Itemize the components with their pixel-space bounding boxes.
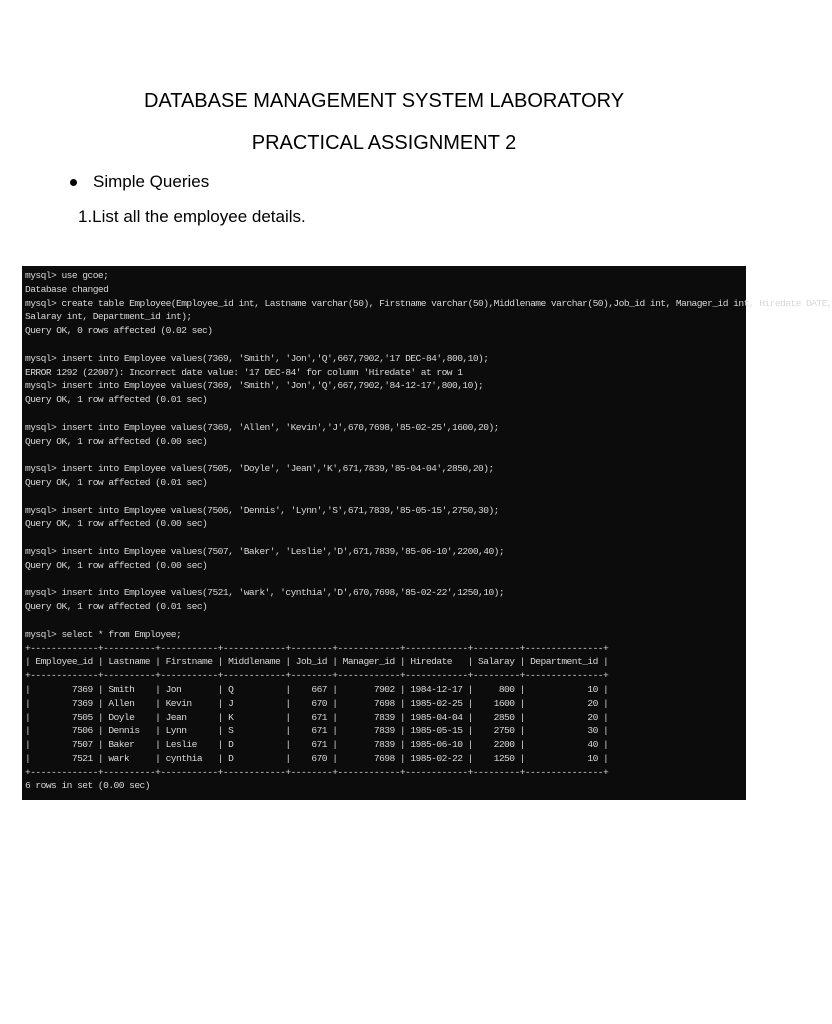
- terminal-line: mysql> insert into Employee values(7505, 'Doyle', 'Jean','K',671,7839,'85-04-04',2850,20);: [25, 463, 494, 475]
- terminal-line: Salaray int, Department_id int);: [25, 311, 192, 323]
- bullet-item: [70, 172, 209, 192]
- terminal-line: mysql> create table Employee(Employee_id int, Lastname varchar(50), Firstname varchar(50),Middlename varchar(50),Job_id int, Manager_id int, Hiredate DATE,: [25, 297, 832, 309]
- terminal-line: | 7369 | Smith | Jon | Q | 667 | 7902 | 1984-12-17 | 800 | 10 |: [25, 683, 609, 695]
- terminal-line: mysql> insert into Employee values(7506, 'Dennis', 'Lynn','S',671,7839,'85-05-15',2750,30);: [25, 504, 499, 516]
- terminal-line: mysql> insert into Employee values(7369, 'Smith', 'Jon','Q',667,7902,'84-12-17',800,10);: [25, 380, 484, 392]
- terminal-line: mysql> insert into Employee values(7369, 'Smith', 'Jon','Q',667,7902,'17 DEC-84',800,10);: [25, 352, 489, 364]
- terminal-line: mysql> insert into Employee values(7521, 'wark', 'cynthia','D',670,7698,'85-02-22',1250,10);: [25, 587, 505, 599]
- terminal-line: Database changed: [25, 283, 109, 295]
- terminal-line: ERROR 1292 (22007): Incorrect date value: '17 DEC-84' for column 'Hiredate' at row 1: [25, 366, 463, 378]
- terminal-line: +-------------+----------+-----------+------------+--------+------------+------------+---------+---------------+: [25, 670, 609, 682]
- terminal-line: [25, 338, 743, 352]
- terminal-line: Query OK, 1 row affected (0.00 sec): [25, 559, 208, 571]
- terminal-line: Query OK, 1 row affected (0.00 sec): [25, 518, 208, 530]
- terminal-line: Query OK, 1 row affected (0.01 sec): [25, 476, 208, 488]
- terminal-line: [25, 407, 743, 421]
- terminal-line: | 7505 | Doyle | Jean | K | 671 | 7839 | 1985-04-04 | 2850 | 20 |: [25, 711, 609, 723]
- terminal-line: [25, 448, 743, 462]
- terminal-line: Query OK, 0 rows affected (0.02 sec): [25, 325, 213, 337]
- terminal-line: | 7507 | Baker | Leslie | D | 671 | 7839 | 1985-06-10 | 2200 | 40 |: [25, 739, 609, 751]
- terminal-line: [25, 490, 743, 504]
- terminal-line: mysql> use gcoe;: [25, 270, 109, 281]
- bullet-dot-icon: [70, 179, 77, 186]
- bullet-text: Simple Queries: [93, 172, 210, 191]
- terminal-line: [25, 614, 743, 628]
- document-subtitle: PRACTICAL ASSIGNMENT 2: [251, 132, 517, 154]
- terminal-line: +-------------+----------+-----------+------------+--------+------------+------------+---------+---------------+: [25, 766, 609, 778]
- terminal-line: Query OK, 1 row affected (0.01 sec): [25, 394, 208, 406]
- terminal-line: Query OK, 1 row affected (0.00 sec): [25, 435, 208, 447]
- terminal-line: mysql> insert into Employee values(7507, 'Baker', 'Leslie','D',671,7839,'85-06-10',2200,40);: [25, 545, 505, 557]
- terminal-line: | 7521 | wark | cynthia | D | 670 | 7698 | 1985-02-22 | 1250 | 10 |: [25, 752, 609, 764]
- terminal-line: mysql> select * from Employee;: [25, 628, 182, 640]
- terminal-line: | 7369 | Allen | Kevin | J | 670 | 7698 | 1985-02-25 | 1600 | 20 |: [25, 697, 609, 709]
- terminal-line: mysql> insert into Employee values(7369, 'Allen', 'Kevin','J',670,7698,'85-02-25',1600,20);: [25, 421, 499, 433]
- terminal-screenshot: [22, 266, 832, 800]
- terminal-line: [25, 531, 743, 545]
- terminal-line: | 7506 | Dennis | Lynn | S | 671 | 7839 | 1985-05-15 | 2750 | 30 |: [25, 725, 609, 737]
- terminal-line: | Employee_id | Lastname | Firstname | Middlename | Job_id | Manager_id | Hiredate | Salaray | Department_id |: [25, 656, 609, 668]
- terminal-line: +-------------+----------+-----------+------------+--------+------------+------------+---------+---------------+: [25, 642, 609, 654]
- terminal-line: Query OK, 1 row affected (0.01 sec): [25, 601, 208, 613]
- document-title: DATABASE MANAGEMENT SYSTEM LABORATORY: [143, 90, 625, 112]
- terminal-line: 6 rows in set (0.00 sec): [25, 780, 150, 792]
- question-text: 1.List all the employee details.: [78, 207, 306, 226]
- terminal-line: [25, 573, 743, 587]
